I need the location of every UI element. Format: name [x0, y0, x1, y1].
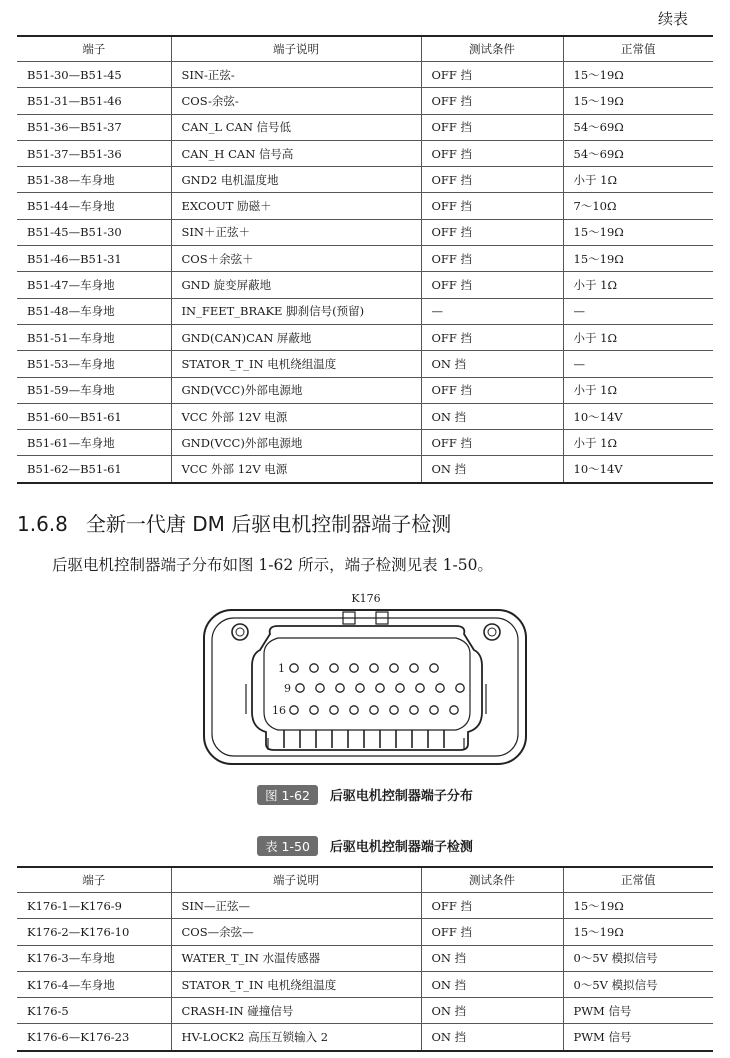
table-row	[17, 324, 713, 350]
table-cell: OFF 挡	[421, 246, 563, 272]
table-row	[17, 140, 713, 166]
column-header: 端子	[17, 36, 171, 62]
pin-icon	[330, 706, 338, 714]
table-cell: OFF 挡	[421, 88, 563, 114]
connector-diagram	[198, 588, 532, 774]
table-cell: —	[421, 298, 563, 324]
table-header-row	[17, 36, 713, 62]
pin-icon	[450, 706, 458, 714]
table-cell: B51-38—车身地	[17, 167, 171, 193]
table-cell: B51-51—车身地	[17, 324, 171, 350]
table-cell: ON 挡	[421, 403, 563, 429]
table-cell: 54～69Ω	[563, 140, 713, 166]
pin-icon	[336, 684, 344, 692]
table-row	[17, 351, 713, 377]
table-cell: OFF 挡	[421, 324, 563, 350]
table-row	[17, 219, 713, 245]
table-cell: OFF 挡	[421, 377, 563, 403]
table-cell: 7～10Ω	[563, 193, 713, 219]
table-cell: GND(VCC)外部电源地	[171, 430, 421, 456]
table-cell: K176-3—车身地	[17, 945, 171, 971]
table-cell: B51-45—B51-30	[17, 219, 171, 245]
table-cell: B51-46—B51-31	[17, 246, 171, 272]
table-cell: ON 挡	[421, 971, 563, 997]
table-cell: IN_FEET_BRAKE 脚刹信号(预留)	[171, 298, 421, 324]
table-row	[17, 193, 713, 219]
table-cell: GND(CAN)CAN 屏蔽地	[171, 324, 421, 350]
pin-icon	[390, 706, 398, 714]
table-row	[17, 945, 713, 971]
table-row	[17, 919, 713, 945]
figure-caption	[0, 785, 730, 805]
table-cell: COS＋余弦＋	[171, 246, 421, 272]
table-cell: 小于 1Ω	[563, 167, 713, 193]
pin-row-label: 1	[278, 662, 285, 675]
table-cell: 小于 1Ω	[563, 377, 713, 403]
pin-icon	[356, 684, 364, 692]
table-cell: 10～14V	[563, 456, 713, 483]
table-cell: ON 挡	[421, 456, 563, 483]
table-cell: OFF 挡	[421, 193, 563, 219]
pin-icon	[310, 664, 318, 672]
table-cell: SIN-正弦-	[171, 62, 421, 88]
table-cell: OFF 挡	[421, 272, 563, 298]
table-row	[17, 998, 713, 1024]
table-cell: VCC 外部 12V 电源	[171, 456, 421, 483]
pin-icon	[350, 706, 358, 714]
column-header: 测试条件	[421, 36, 563, 62]
table-cell: 0～5V 模拟信号	[563, 945, 713, 971]
table-cell: K176-5	[17, 998, 171, 1024]
table-cell: B51-31—B51-46	[17, 88, 171, 114]
pin-icon	[376, 684, 384, 692]
table-cell: 10～14V	[563, 403, 713, 429]
table-cell: B51-60—B51-61	[17, 403, 171, 429]
table-cell: B51-30—B51-45	[17, 62, 171, 88]
pin-icon	[410, 706, 418, 714]
column-header: 端子说明	[171, 36, 421, 62]
table-cell: SIN—正弦—	[171, 893, 421, 919]
pin-icon	[330, 664, 338, 672]
table-cell: COS-余弦-	[171, 88, 421, 114]
bottom-ribs	[284, 730, 444, 748]
table-row	[17, 114, 713, 140]
column-header: 端子说明	[171, 867, 421, 893]
table-cell: 54～69Ω	[563, 114, 713, 140]
table-row	[17, 298, 713, 324]
mount-hole-icon	[484, 624, 500, 640]
table-cell: 15～19Ω	[563, 893, 713, 919]
column-header: 端子	[17, 867, 171, 893]
section-heading	[17, 508, 451, 537]
pin-icon	[296, 684, 304, 692]
table-cell: GND(VCC)外部电源地	[171, 377, 421, 403]
table-cell: B51-48—车身地	[17, 298, 171, 324]
table-cell: K176-4—车身地	[17, 971, 171, 997]
table-cell: SIN＋正弦＋	[171, 219, 421, 245]
pin-row-label: 9	[284, 682, 291, 695]
pin-icon	[350, 664, 358, 672]
table-caption	[0, 836, 730, 856]
pin-icon	[430, 664, 438, 672]
table-row	[17, 456, 713, 483]
table-row	[17, 167, 713, 193]
table-cell: B51-37—B51-36	[17, 140, 171, 166]
table-row	[17, 403, 713, 429]
table-cell: B51-61—车身地	[17, 430, 171, 456]
table-cell: OFF 挡	[421, 114, 563, 140]
pin-icon	[290, 706, 298, 714]
table-cell: GND 旋变屏蔽地	[171, 272, 421, 298]
table-cell: EXCOUT 励磁＋	[171, 193, 421, 219]
pin-row-label: 16	[272, 704, 286, 717]
table-cell: HV-LOCK2 高压互锁输入 2	[171, 1024, 421, 1051]
table-cell: K176-2—K176-10	[17, 919, 171, 945]
pin-icon	[316, 684, 324, 692]
table-cell: 15～19Ω	[563, 62, 713, 88]
table-cell: 15～19Ω	[563, 919, 713, 945]
pin-icon	[310, 706, 318, 714]
table-cell: K176-6—K176-23	[17, 1024, 171, 1051]
section-number: 1.6.8	[17, 512, 68, 536]
table-cell: GND2 电机温度地	[171, 167, 421, 193]
table-cell: WATER_T_IN 水温传感器	[171, 945, 421, 971]
pin-icon	[416, 684, 424, 692]
table-cell: STATOR_T_IN 电机绕组温度	[171, 971, 421, 997]
pin-icon	[370, 664, 378, 672]
table-cell: 小于 1Ω	[563, 272, 713, 298]
table-cell: VCC 外部 12V 电源	[171, 403, 421, 429]
table-cell: 小于 1Ω	[563, 430, 713, 456]
column-header: 测试条件	[421, 867, 563, 893]
pin-icon	[436, 684, 444, 692]
mount-hole-icon	[488, 628, 496, 636]
table-cell: OFF 挡	[421, 140, 563, 166]
mount-hole-icon	[236, 628, 244, 636]
pin-icon	[396, 684, 404, 692]
table-cell: 0～5V 模拟信号	[563, 971, 713, 997]
table-cell: OFF 挡	[421, 430, 563, 456]
table-row	[17, 377, 713, 403]
table-cell: CRASH-IN 碰撞信号	[171, 998, 421, 1024]
table-cell: B51-44—车身地	[17, 193, 171, 219]
table-cell: B51-36—B51-37	[17, 114, 171, 140]
table-cell: ON 挡	[421, 945, 563, 971]
table-cell: ON 挡	[421, 351, 563, 377]
table-cell: B51-53—车身地	[17, 351, 171, 377]
table-cell: B51-59—车身地	[17, 377, 171, 403]
table-header-row	[17, 867, 713, 893]
connector-label: K176	[351, 592, 381, 605]
terminal-table-k176	[17, 866, 713, 1052]
table-cell: K176-1—K176-9	[17, 893, 171, 919]
pin-icon	[370, 706, 378, 714]
figure-number-badge: 图 1-62	[257, 785, 318, 805]
table-row	[17, 272, 713, 298]
table-cell: 15～19Ω	[563, 88, 713, 114]
section-title: 全新一代唐 DM 后驱电机控制器端子检测	[85, 512, 452, 536]
table-cell: OFF 挡	[421, 893, 563, 919]
table-row	[17, 430, 713, 456]
side-ribs	[246, 684, 486, 750]
table-row	[17, 893, 713, 919]
table-row	[17, 62, 713, 88]
table-cell: PWM 信号	[563, 1024, 713, 1051]
mount-hole-icon	[232, 624, 248, 640]
table-cell: B51-47—车身地	[17, 272, 171, 298]
column-header: 正常值	[563, 867, 713, 893]
intro-paragraph: 后驱电机控制器端子分布如图 1-62 所示，端子检测见表 1-50。	[52, 556, 493, 574]
table-cell: OFF 挡	[421, 919, 563, 945]
table-cell: OFF 挡	[421, 167, 563, 193]
pin-icon	[390, 664, 398, 672]
table-cell: CAN_H CAN 信号高	[171, 140, 421, 166]
table-cell: ON 挡	[421, 998, 563, 1024]
table-cell: 小于 1Ω	[563, 324, 713, 350]
table-cell: 15～19Ω	[563, 219, 713, 245]
pin-icon	[290, 664, 298, 672]
table-cell: 15～19Ω	[563, 246, 713, 272]
terminal-table-b51	[17, 35, 713, 484]
pin-icon	[430, 706, 438, 714]
figure-caption-text: 后驱电机控制器端子分布	[329, 789, 473, 804]
table-row	[17, 246, 713, 272]
continued-label: 续表	[657, 10, 688, 28]
table-cell: ON 挡	[421, 1024, 563, 1051]
table-number-badge: 表 1-50	[257, 836, 318, 856]
table-cell: PWM 信号	[563, 998, 713, 1024]
table-cell: STATOR_T_IN 电机绕组温度	[171, 351, 421, 377]
table-caption-text: 后驱电机控制器端子检测	[329, 840, 473, 855]
pin-grid	[290, 664, 464, 714]
column-header: 正常值	[563, 36, 713, 62]
table-cell: CAN_L CAN 信号低	[171, 114, 421, 140]
pin-icon	[456, 684, 464, 692]
table-row	[17, 88, 713, 114]
table-cell: COS—余弦—	[171, 919, 421, 945]
table-row	[17, 971, 713, 997]
table-cell: B51-62—B51-61	[17, 456, 171, 483]
table-cell: OFF 挡	[421, 219, 563, 245]
table-cell: OFF 挡	[421, 62, 563, 88]
pin-icon	[410, 664, 418, 672]
table-row	[17, 1024, 713, 1051]
table-cell: —	[563, 351, 713, 377]
table-cell: —	[563, 298, 713, 324]
connector-shell-inner	[212, 618, 518, 756]
